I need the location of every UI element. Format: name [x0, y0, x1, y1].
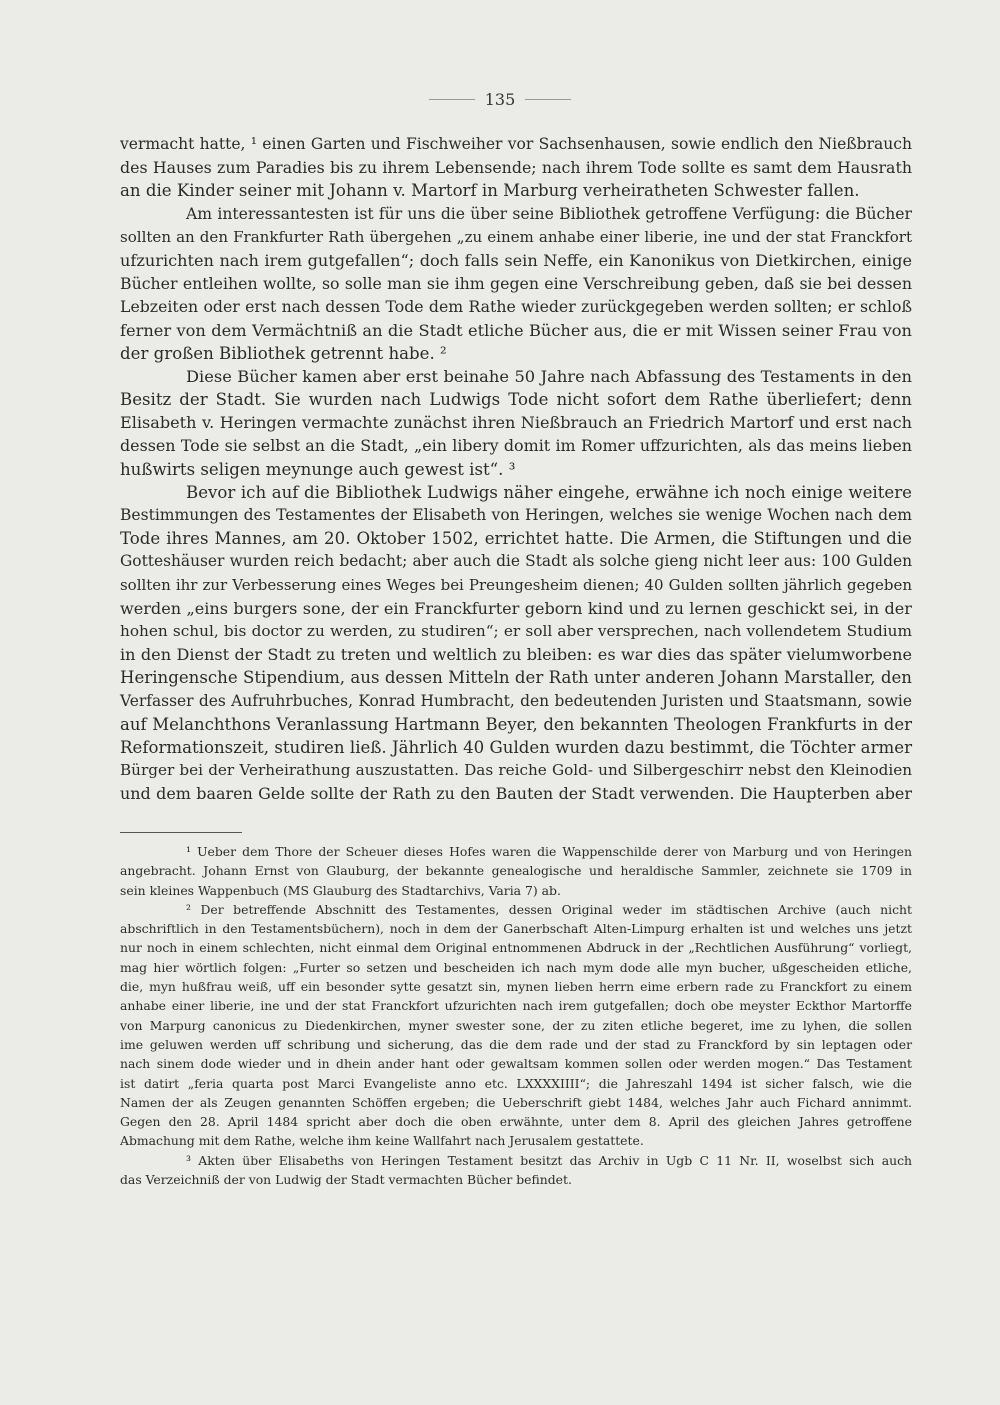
- body-line: Diese Bücher kamen aber erst beinahe 50 Jahre nach Abfassung des Testaments in den: [186, 366, 912, 386]
- footnote-line: das Verzeichniß der von Ludwig der Stadt vermachten Bücher befindet.: [120, 1172, 572, 1188]
- body-line: Bestimmungen des Testamentes der Elisabeth von Heringen, welches sie wenige Wochen nach dem: [120, 506, 912, 524]
- footnote-line: ³ Akten über Elisabeths von Heringen Testament besitzt das Archiv in Ugb C 11 Nr. II, woselbst sich auch: [186, 1152, 912, 1168]
- body-line: dessen Tode sie selbst an die Stadt, „ein libery domit im Romer uffzurichten, als das meins lieben: [120, 436, 912, 456]
- body-line: Lebzeiten oder erst nach dessen Tode dem Rathe wieder zurückgegeben werden sollten; er schloß: [120, 297, 912, 317]
- footnote-line: Gegen den 28. April 1484 spricht aber doch die oben erwähnte, unter dem 8. April des gleichen Jahres getroffene: [120, 1114, 912, 1130]
- body-line: des Hauses zum Paradies bis zu ihrem Lebensende; nach ihrem Tode sollte es samt dem Hausrath: [120, 158, 912, 178]
- footnote-line: nach sinem dode wieder und in dhein ander hant oder gewaltsam kommen sollen oder werden mogen.“ Das Testament: [120, 1056, 912, 1072]
- footnote-line: von Marpurg canonicus zu Diedenkirchen, myner swester sone, der zu ziten etliche begeret, ime zu lyhen, die sollen: [120, 1017, 912, 1033]
- body-line: vermacht hatte, ¹ einen Garten und Fischweiher vor Sachsenhausen, sowie endlich den Nießbrauch: [120, 135, 912, 153]
- header-rule-right: [525, 99, 571, 100]
- page-header: [0, 90, 1000, 109]
- footnote-line: ist datirt „feria quarta post Marci Evangeliste anno etc. LXXXXIIII“; die Jahreszahl 1494 ist sicher falsch, wie die: [120, 1075, 912, 1091]
- footnote-line: die, myn hußfrau weiß, uff ein besonder sytte gesatzt sin, mynen lieben herrn eime erbern rade zu Franckfort zu einem: [120, 979, 912, 995]
- body-line: hußwirts seligen meynunge auch gewest ist“. ³: [120, 459, 516, 479]
- footnote-line: Namen der als Zeugen genannten Schöffen ergeben; die Ueberschrift giebt 1484, welches Jahr auch Fichard annimmt.: [120, 1094, 912, 1110]
- body-line: Bücher entleihen wollte, so solle man sie ihm gegen eine Verschreibung geben, daß sie bei dessen: [120, 274, 912, 294]
- body-line: Elisabeth v. Heringen vermachte zunächst ihren Nießbrauch an Friedrich Martorf und erst nach: [120, 413, 912, 433]
- body-line: ufzurichten nach irem gutgefallen“; doch falls sein Neffe, ein Kanonikus von Dietkirchen, einige: [120, 250, 912, 270]
- page-number: 135: [484, 90, 516, 109]
- body-line: ferner von dem Vermächtniß an die Stadt etliche Bücher aus, die er mit Wissen seiner Frau von: [120, 320, 912, 340]
- body-line: an die Kinder seiner mit Johann v. Martorf in Marburg verheiratheten Schwester fallen.: [120, 181, 860, 201]
- footnotes: [120, 842, 912, 1189]
- body-line: Bevor ich auf die Bibliothek Ludwigs näher eingehe, erwähne ich noch einige weitere: [186, 482, 912, 502]
- footnote-line: abschriftlich in den Testamentsbüchern), noch in dem der Ganerbschaft Alten-Limpurg erhalten ist und welches uns jetzt: [120, 921, 912, 937]
- footnote-line: angebracht. Johann Ernst von Glauburg, der bekannte genealogische und heraldische Sammler, zeichnete sie 1709 in: [120, 863, 912, 879]
- footnote-line: anhabe einer liberie, ine und der stat Franckfort ufzurichten nach irem gutgefallen; doch obe meyster Eckthor Martorffe: [120, 998, 912, 1014]
- body-line: werden „eins burgers sone, der ein Franckfurter geborn kind und zu lernen geschickt sei, in der: [120, 598, 912, 618]
- body-line: Bürger bei der Verheirathung auszustatten. Das reiche Gold- und Silbergeschirr nebst den Kleinodien: [120, 761, 912, 780]
- body-line: in den Dienst der Stadt zu treten und weltlich zu bleiben: es war dies das später vielumworbene: [120, 645, 912, 665]
- footnote-line: nur noch in einem schlechten, nicht einmal dem Original entnommenen Abdruck in der „Rechtlichen Ausführung“ vorliegt,: [120, 940, 912, 956]
- body-line: hohen schul, bis doctor zu werden, zu studiren“; er soll aber versprechen, nach vollendetem Studium: [120, 621, 912, 640]
- body-line: auf Melanchthons Veranlassung Hartmann Beyer, den bekannten Theologen Frankfurts in der: [120, 714, 912, 734]
- header-rule-left: [429, 99, 475, 100]
- footnote-line: ime geluwen werden uff schribung und sicherung, das die dem rade und der stad zu Franckford by sin leptagen oder: [120, 1036, 912, 1052]
- body-line: und dem baaren Gelde sollte der Rath zu den Bauten der Stadt verwenden. Die Haupterben aber: [120, 784, 912, 804]
- footnote-line: ² Der betreffende Abschnitt des Testamentes, dessen Original weder im städtischen Archive (auch nicht: [186, 901, 912, 917]
- body-line: Reformationszeit, studiren ließ. Jährlich 40 Gulden wurden dazu bestimmt, die Töchter armer: [120, 737, 912, 757]
- body-text: [120, 133, 912, 805]
- footnote-line: mag hier wörtlich folgen: „Furter so setzen und bescheiden ich nach mym dode alle myn bucher, ußgescheiden etliche,: [120, 959, 912, 975]
- body-line: Gotteshäuser wurden reich bedacht; aber auch die Stadt als solche gieng nicht leer aus: 100 Gulden: [120, 552, 912, 571]
- body-line: Tode ihres Mannes, am 20. Oktober 1502, errichtet hatte. Die Armen, die Stiftungen und die: [120, 529, 912, 549]
- body-line: Heringensche Stipendium, aus dessen Mitteln der Rath unter anderen Johann Marstaller, den: [120, 668, 912, 688]
- body-line: Besitz der Stadt. Sie wurden nach Ludwigs Tode nicht sofort dem Rathe überliefert; denn: [120, 390, 912, 410]
- footnote-line: sein kleines Wappenbuch (MS Glauburg des Stadtarchivs, Varia 7) ab.: [120, 882, 561, 898]
- body-line: Am interessantesten ist für uns die über seine Bibliothek getroffene Verfügung: die Bücher: [186, 204, 912, 223]
- body-line: sollten an den Frankfurter Rath übergehen „zu einem anhabe einer liberie, ine und der stat Franckfort: [120, 227, 912, 246]
- footnote-separator: [120, 832, 242, 833]
- body-line: Verfasser des Aufruhrbuches, Konrad Humbracht, den bedeutenden Juristen und Staatsmann, sowie: [120, 691, 912, 710]
- footnote-line: ¹ Ueber dem Thore der Scheuer dieses Hofes waren die Wappenschilde derer von Marburg und von Heringen: [186, 844, 912, 859]
- body-line: sollten ihr zur Verbesserung eines Weges bei Preungesheim dienen; 40 Gulden sollten jährlich gegeben: [120, 575, 912, 594]
- body-line: der großen Bibliothek getrennt habe. ²: [120, 343, 447, 363]
- footnote-line: Abmachung mit dem Rathe, welche ihm keine Wallfahrt nach Jerusalem gestattete.: [120, 1133, 644, 1149]
